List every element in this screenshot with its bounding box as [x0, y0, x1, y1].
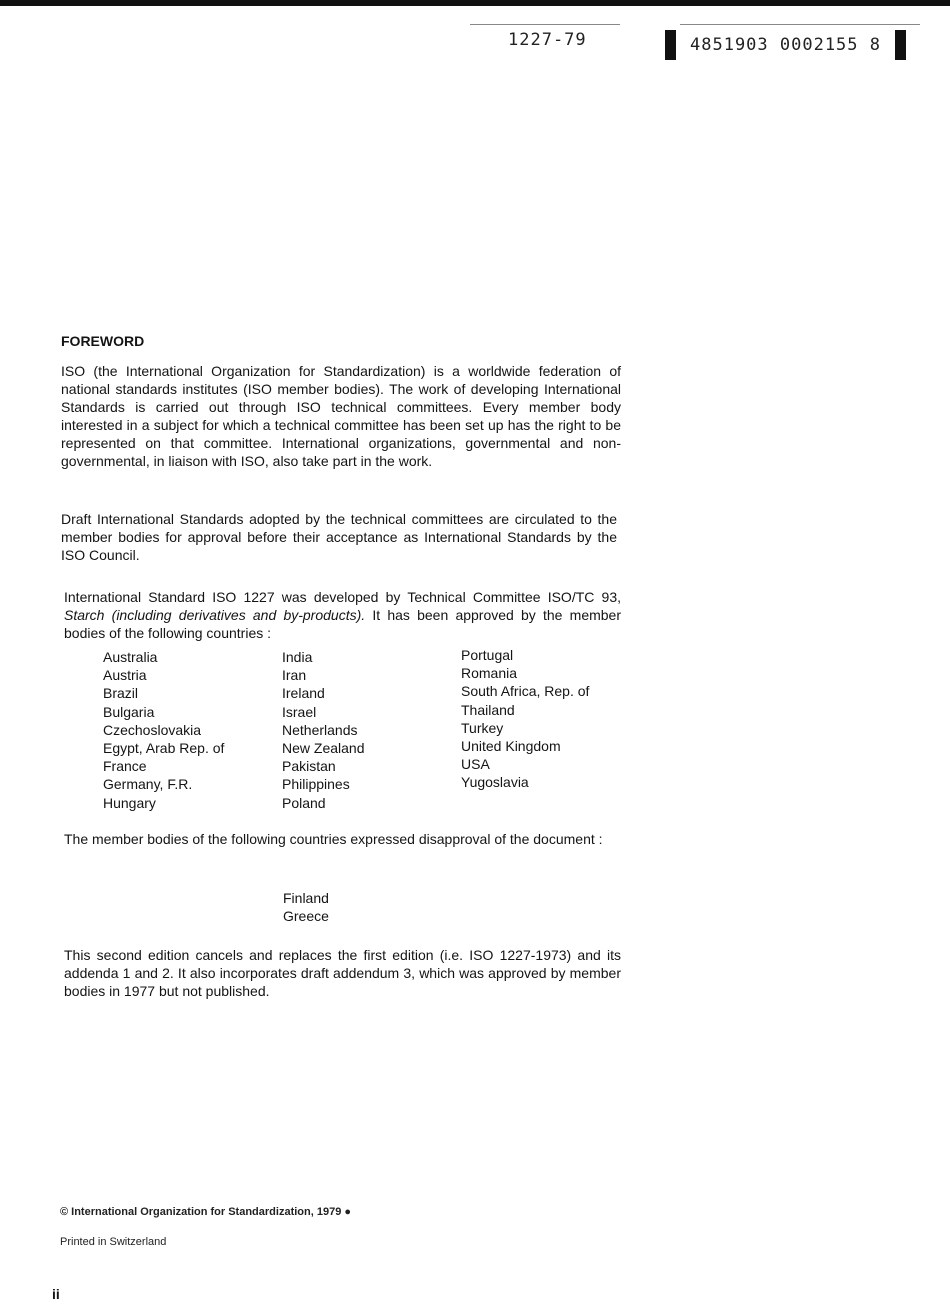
country-column-2: [282, 648, 461, 812]
country-item: Brazil: [103, 685, 139, 702]
country-item: Australia: [103, 649, 158, 665]
country-item: Netherlands: [282, 721, 358, 738]
printed-in: Printed in Switzerland: [60, 1236, 167, 1248]
paragraph-edition-note: This second edition cancels and replaces the first edition (i.e. ISO 1227-1973) and its addenda 1 and 2. It also incorporates draft addendum 3, which was approved by member bodies in 1977 but not published.: [64, 947, 621, 999]
country-item: France: [103, 758, 147, 775]
country-item: Bulgaria: [103, 703, 155, 720]
country-item: Yugoslavia: [461, 774, 529, 791]
country-item: Finland: [283, 890, 329, 906]
country-item: Israel: [282, 703, 317, 720]
country-item: Greece: [283, 908, 329, 924]
paragraph-standard-approval: [64, 588, 621, 642]
page-number: ii: [52, 1286, 60, 1302]
country-item: Pakistan: [282, 758, 336, 775]
country-item: Czechoslovakia: [103, 721, 202, 738]
country-item: Ireland: [282, 685, 325, 702]
country-item: South Africa, Rep. of: [461, 683, 590, 700]
country-item: Philippines: [282, 776, 350, 793]
country-item: Iran: [282, 667, 307, 684]
country-item: India: [282, 649, 313, 665]
country-item: Austria: [103, 667, 147, 684]
country-item: United Kingdom: [461, 738, 561, 755]
country-item: New Zealand: [282, 740, 365, 757]
foreword-section: [61, 332, 622, 999]
country-item: Portugal: [461, 647, 514, 663]
copyright-notice: © International Organization for Standardization, 1979 ●: [60, 1206, 352, 1218]
barcode-number: 4851903 0002155 8: [690, 35, 881, 55]
country-item: Egypt, Arab Rep. of: [103, 740, 225, 757]
document-code: 1227-79: [508, 30, 587, 50]
barcode-block: [665, 30, 906, 60]
approving-countries: [103, 648, 661, 812]
country-item: Hungary: [103, 794, 156, 811]
barcode-left-bar: [665, 30, 676, 60]
header-rule-left: [470, 24, 620, 25]
approval-text-start: International Standard ISO 1227 was developed by Technical Committee ISO/TC 93,: [64, 589, 621, 605]
disapproving-countries: [283, 889, 329, 925]
header-rule-right: [680, 24, 920, 25]
country-column-3: [461, 646, 661, 812]
barcode-right-bar: [895, 30, 906, 60]
country-column-1: [103, 648, 282, 812]
country-item: Poland: [282, 794, 326, 811]
top-border-rule: [0, 0, 950, 6]
paragraph-draft-standards: Draft International Standards adopted by the technical committees are circulated to the member bodies for approval before their acceptance as International Standards by the ISO Council.: [61, 511, 617, 563]
paragraph-iso-description: ISO (the International Organization for Standardization) is a worldwide federation of national standards institutes (ISO member bodies). The work of developing International Standards is carried out through ISO technical committees. Every member body interested in a subject for which a technical committee has been set up has the right to be represented on that committee. International organizations, governmental and non-governmental, in liaison with ISO, also take part in the work.: [61, 363, 621, 469]
paragraph-disapproval: The member bodies of the following countries expressed disapproval of the document :: [64, 831, 603, 847]
country-item: Romania: [461, 665, 518, 682]
committee-title: Starch (including derivatives and by-products).: [64, 607, 366, 623]
country-item: USA: [461, 756, 490, 773]
approval-text-end: It has been approved by the member bodies of the following countries :: [64, 607, 622, 641]
country-item: Thailand: [461, 701, 515, 718]
foreword-heading: FOREWORD: [61, 333, 145, 349]
country-item: Germany, F.R.: [103, 776, 193, 793]
country-item: Turkey: [461, 719, 504, 736]
